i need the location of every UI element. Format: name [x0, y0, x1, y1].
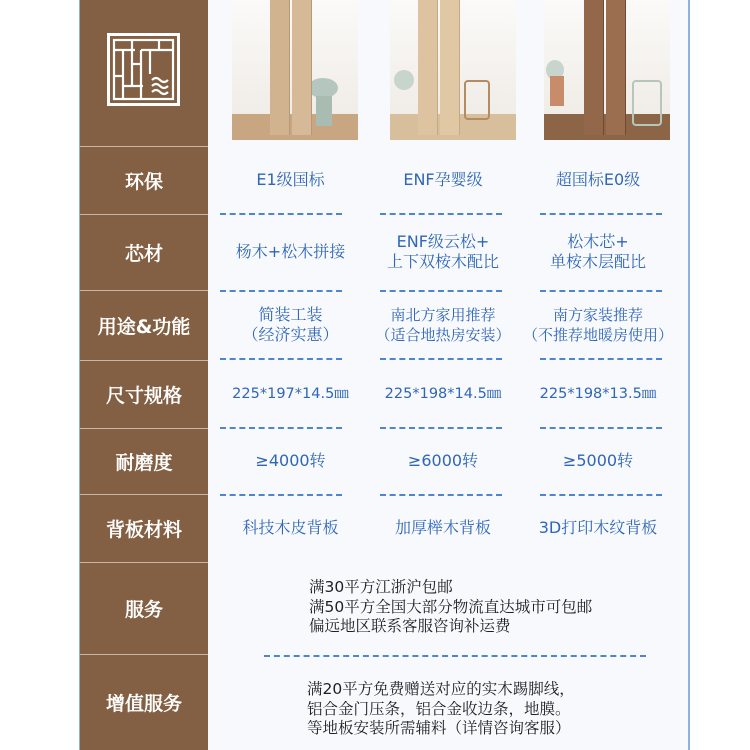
row-label-environment — [80, 146, 208, 214]
row-label-backing — [80, 494, 208, 562]
floor-plank — [606, 0, 626, 135]
floor-plank — [440, 0, 460, 135]
wood-floor-logo-icon — [107, 33, 180, 106]
value-added-line: 满20平方免费赠送对应的实木踢脚线， — [307, 680, 575, 698]
row-divider — [540, 427, 662, 429]
row-label-sidebar — [80, 0, 208, 750]
cell-text: 单桉木层配比 — [549, 252, 646, 271]
cell-text: 简装工装 — [258, 305, 323, 324]
row-divider — [380, 358, 502, 360]
natural-wood-plank-photo — [390, 0, 516, 140]
service-line: 偏远地区联系客服咨询补运费 — [309, 617, 511, 635]
floor-plank — [292, 0, 312, 135]
row-divider — [220, 290, 342, 292]
floor-plank — [270, 0, 290, 135]
row-label-text: 背板材料 — [105, 518, 182, 541]
cell-usage-2 — [368, 290, 518, 360]
cell-environment-1 — [213, 146, 368, 214]
row-label-service — [80, 562, 208, 654]
row-divider — [220, 427, 342, 429]
cell-size-2 — [368, 360, 518, 428]
row-label-text: 耐磨度 — [115, 451, 173, 474]
cell-usage-3 — [518, 290, 678, 360]
cell-size-3 — [518, 360, 678, 428]
cell-text: ≥5000转 — [562, 451, 634, 470]
row-label-core — [80, 214, 208, 290]
row-divider — [380, 494, 502, 496]
row-label-text: 增值服务 — [105, 692, 182, 715]
light-oak-plank-photo — [232, 0, 358, 140]
cell-text: 3D打印木纹背板 — [538, 518, 658, 537]
section-divider — [264, 655, 646, 657]
cell-text: 225*198*14.5㎜ — [384, 386, 502, 402]
cell-text: 超国标E0级 — [555, 170, 641, 189]
row-divider — [220, 358, 342, 360]
row-divider — [380, 290, 502, 292]
row-divider — [540, 358, 662, 360]
row-label-usage — [80, 290, 208, 360]
cell-backing-3 — [518, 494, 678, 562]
cell-text: （不推荐地暖房使用） — [522, 326, 673, 344]
cell-core-1 — [213, 214, 368, 290]
cell-text: 科技木皮背板 — [242, 518, 339, 537]
row-divider — [540, 494, 662, 496]
cell-text: ENF孕婴级 — [403, 170, 483, 189]
row-label-text: 芯材 — [124, 242, 163, 265]
cell-text: 225*198*13.5㎜ — [539, 386, 657, 402]
row-label-value-added — [80, 654, 208, 750]
cell-text: 南方家装推荐 — [552, 306, 643, 324]
service-line: 满30平方江浙沪包邮 — [309, 578, 453, 596]
row-label-text: 环保 — [124, 170, 163, 193]
cell-wear-2 — [368, 428, 518, 494]
row-label-text: 服务 — [124, 598, 163, 621]
row-label-text: 尺寸规格 — [105, 384, 182, 407]
cell-wear-3 — [518, 428, 678, 494]
row-divider — [540, 290, 662, 292]
walnut-plank-photo — [544, 0, 670, 140]
row-divider — [220, 494, 342, 496]
floor-plank — [584, 0, 604, 135]
cell-backing-2 — [368, 494, 518, 562]
row-divider — [540, 213, 662, 215]
cell-text: ≥4000转 — [255, 451, 326, 470]
cell-text: 南北方家用推荐 — [390, 306, 496, 324]
value-added-line: 铝合金门压条，铝合金收边条，地膜。 — [307, 699, 571, 718]
cell-usage-1 — [213, 290, 368, 360]
floor-plank — [418, 0, 438, 135]
cell-environment-2 — [368, 146, 518, 214]
cell-text: E1级国标 — [256, 170, 325, 189]
cell-core-2 — [368, 214, 518, 290]
cell-text: （适合地热房安装） — [375, 326, 511, 344]
row-divider — [380, 213, 502, 215]
cell-wear-1 — [213, 428, 368, 494]
cell-environment-3 — [518, 146, 678, 214]
cell-backing-1 — [213, 494, 368, 562]
row-label-wear — [80, 428, 208, 494]
service-text — [309, 578, 592, 637]
cell-text: ENF级云松+ — [396, 232, 490, 251]
cell-text: ≥6000转 — [407, 451, 479, 470]
value-added-text — [307, 680, 575, 739]
cell-size-1 — [213, 360, 368, 428]
cell-text: 松木芯+ — [567, 232, 629, 251]
row-divider — [380, 427, 502, 429]
cell-text: 加厚榉木背板 — [394, 518, 491, 537]
service-line: 满50平方全国大部分物流直达城市可包邮 — [309, 597, 593, 616]
cell-core-3 — [518, 214, 678, 290]
row-label-size — [80, 360, 208, 428]
cell-text: 上下双桉木配比 — [386, 252, 499, 271]
row-divider — [220, 213, 342, 215]
row-label-text: 用途&功能 — [97, 315, 191, 338]
cell-text: 杨木+松木拼接 — [235, 242, 346, 261]
value-added-line: 等地板安装所需辅料（详情咨询客服） — [307, 719, 571, 737]
cell-text: （经济实惠） — [242, 325, 339, 344]
cell-text: 225*197*14.5㎜ — [232, 386, 349, 402]
